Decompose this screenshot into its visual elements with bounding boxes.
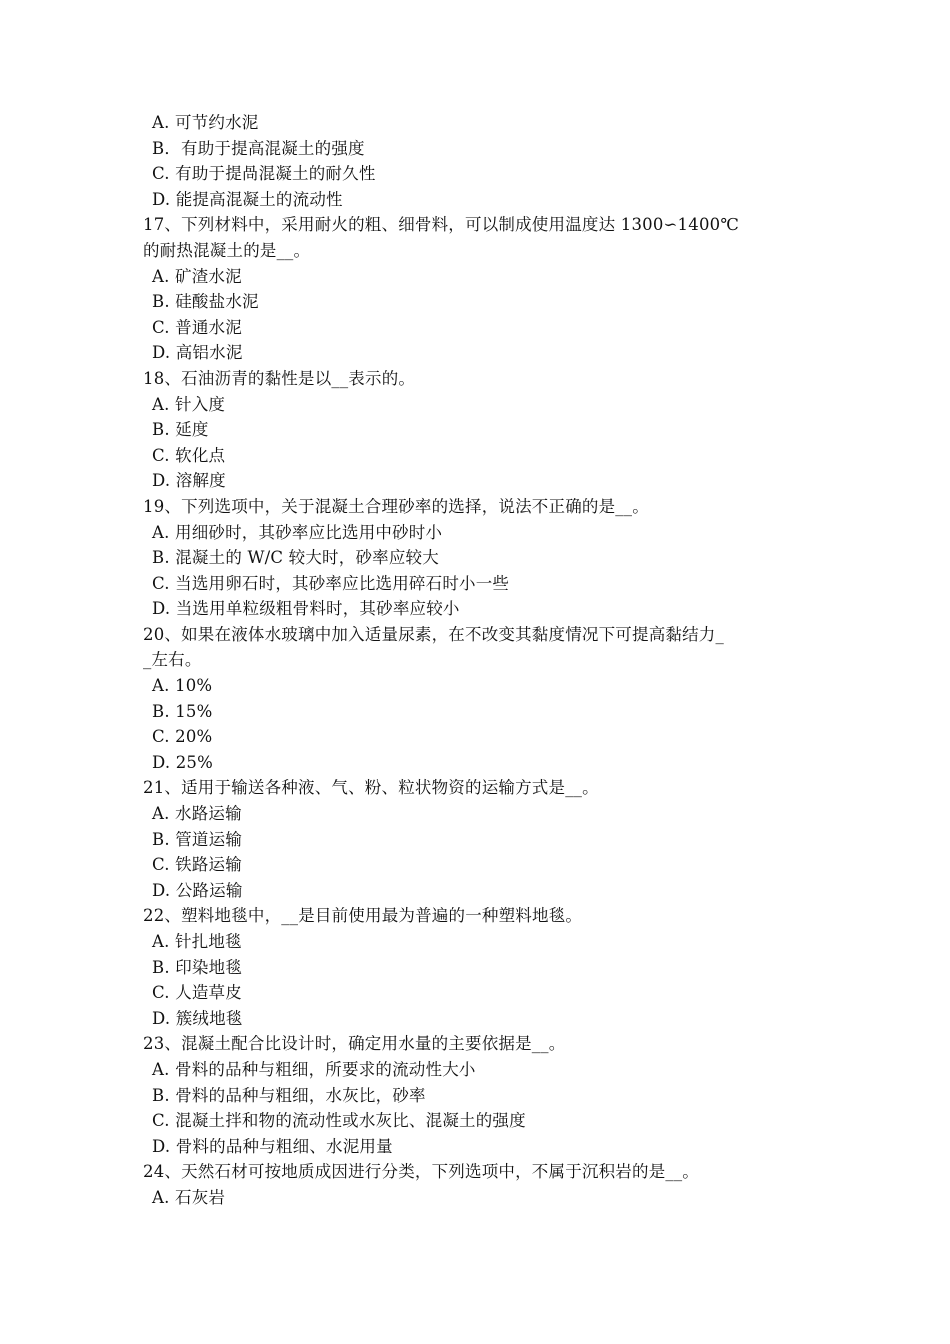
answer-option: B. 15% — [152, 701, 213, 721]
answer-option: A. 针入度 — [152, 394, 226, 414]
answer-option: C. 混凝土拌和物的流动性或水灰比、混凝土的强度 — [152, 1111, 526, 1131]
answer-option: B．有助于提高混凝土的强度 — [152, 138, 365, 158]
answer-option: D. 溶解度 — [152, 471, 226, 491]
question-text: 21、适用于输送各种液、气、粉、粒状物资的运输方式是__。 — [143, 778, 599, 798]
answer-option: C. 有助于提咼混凝土的耐久性 — [152, 164, 376, 184]
answer-option: C. 人造草皮 — [152, 983, 242, 1003]
question-text: 20、如果在液体水玻璃中加入适量尿素，在不改变其黏度情况下可提高黏结力_ — [143, 624, 724, 644]
answer-option: B. 骨料的品种与粗细，水灰比，砂率 — [152, 1085, 426, 1105]
question-block — [143, 494, 808, 622]
question-text: 17、下列材料中，采用耐火的粗、细骨料，可以制成使用温度达 1300∽1400℃ — [143, 215, 740, 235]
answer-option: A. 针扎地毯 — [152, 932, 242, 951]
answer-option: B. 印染地毯 — [152, 957, 243, 977]
question-block — [143, 1159, 808, 1210]
answer-option: D. 能提高混凝土的流动性 — [152, 189, 343, 209]
question-text: 的耐热混凝土的是__。 — [143, 240, 311, 260]
answer-option: D. 当选用单粒级粗骨料时，其砂率应较小 — [152, 599, 460, 619]
question-text: 18、石油沥青的黏性是以__表示的。 — [143, 368, 416, 388]
question-text: 23、混凝土配合比设计时，确定用水量的主要依据是__。 — [143, 1034, 566, 1054]
answer-option: D. 公路运输 — [152, 880, 243, 900]
answer-option: D. 骨料的品种与粗细、水泥用量 — [152, 1136, 393, 1156]
answer-option: D. 25% — [152, 752, 214, 772]
answer-option: B. 管道运输 — [152, 829, 243, 849]
answer-option: C. 铁路运输 — [152, 855, 242, 875]
question-text: 24、天然石材可按地质成因进行分类，下列选项中，不属于沉积岩的是__。 — [143, 1162, 699, 1182]
question-block — [143, 366, 808, 494]
answer-option: D. 高铝水泥 — [152, 343, 243, 363]
question-block — [143, 622, 808, 776]
answer-option: A. 10% — [152, 676, 213, 696]
answer-option: A. 石灰岩 — [152, 1187, 226, 1207]
answer-option: D. 簇绒地毯 — [152, 1008, 243, 1028]
answer-option: A. 水路运输 — [152, 804, 242, 824]
answer-option: C. 当选用卵石时，其砂率应比选用碎石时小一些 — [152, 573, 510, 593]
answer-option: C. 软化点 — [152, 445, 226, 465]
question-block — [143, 775, 808, 903]
question-text: 19、下列选项中，关于混凝土合理砂率的选择，说法不正确的是__。 — [143, 496, 649, 516]
question-text: _左右。 — [143, 650, 202, 670]
answer-option: C. 20% — [152, 727, 213, 747]
answer-option: A. 可节约水泥 — [152, 113, 259, 132]
question-block — [143, 212, 808, 366]
question-text: 22、塑料地毯中，__是目前使用最为普遍的一种塑料地毯。 — [143, 906, 583, 926]
question-block — [143, 903, 808, 1031]
answer-option: C. 普通水泥 — [152, 317, 242, 337]
answer-option: B. 延度 — [152, 420, 209, 440]
answer-option: B. 硅酸盐水泥 — [152, 292, 259, 312]
question-block — [143, 1031, 808, 1159]
answer-option: A. 用细砂时，其砂率应比选用中砂时小 — [152, 522, 443, 542]
option-group — [143, 110, 808, 212]
answer-option: A. 骨料的品种与粗细，所要求的流动性大小 — [152, 1059, 476, 1079]
answer-option: A. 矿渣水泥 — [152, 266, 242, 286]
answer-option: B. 混凝土的 W/C 较大时，砂率应较大 — [152, 548, 439, 568]
question-list — [143, 110, 808, 1211]
